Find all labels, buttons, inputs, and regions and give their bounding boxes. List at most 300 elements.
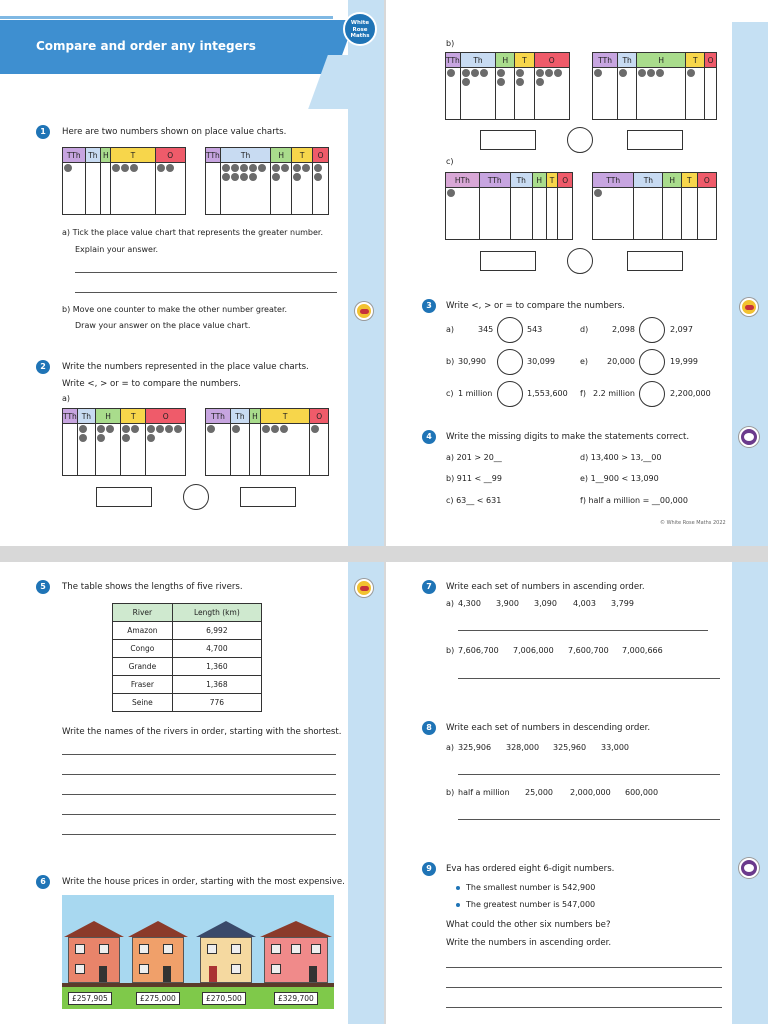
counter-icon[interactable] [147,434,155,442]
column-cell[interactable] [155,163,185,215]
header-t: T [261,409,310,424]
header-o: O [697,173,716,188]
fence [62,983,334,987]
column-cell [534,68,569,120]
counter-icon[interactable] [536,78,544,86]
header-tth: TTh [206,409,231,424]
header-th: Th [460,53,495,68]
header-h: H [95,409,120,424]
answer-line[interactable] [75,272,337,273]
column-cell[interactable] [111,163,155,215]
comparison-circle[interactable] [497,349,523,375]
q1b-text-2: Draw your answer on the place value chart. [75,321,251,330]
column-cell [663,188,682,240]
comparison-circle[interactable] [639,381,665,407]
counter-icon[interactable] [516,78,524,86]
q3-left-value: 1 million [458,389,493,398]
q3-item-label: c) [446,389,454,398]
column-cell [546,188,558,240]
counter-icon[interactable] [516,69,524,77]
q4-item: f) half a million = __00,000 [580,496,688,505]
number-answer-box[interactable] [480,251,536,271]
river-length: 776 [172,694,261,712]
header-t: T [686,53,705,68]
river-name: Grande [113,658,173,676]
counter-icon[interactable] [122,434,130,442]
column-cell [121,424,146,476]
counters [516,69,532,86]
counter-icon[interactable] [174,425,182,433]
header-t: T [515,53,534,68]
house [128,921,188,983]
q2-place-value-chart-b [205,408,329,476]
header-tth: TTh [593,53,618,68]
header-tth: TTh [479,173,510,188]
bullet-icon [456,903,460,907]
counter-icon[interactable] [594,189,602,197]
q4-text: Write the missing digits to make the statements correct. [446,432,690,442]
header-o: O [313,148,329,163]
q1-place-value-chart-a[interactable] [62,147,186,215]
counter-icon[interactable] [687,69,695,77]
header-th: Th [220,148,271,163]
counter-icon[interactable] [131,425,139,433]
strategy-badge-icon [740,298,758,316]
q1-text: Here are two numbers shown on place value charts. [62,127,287,137]
column-header-river: River [113,604,173,622]
counters [112,164,153,172]
bullet-icon [456,886,460,890]
header-th: Th [77,409,95,424]
column-cell[interactable] [101,163,111,215]
answer-line[interactable] [458,678,720,679]
counter-icon[interactable] [594,69,602,77]
counter-icon[interactable] [480,69,488,77]
counter-icon[interactable] [130,164,138,172]
column-cell[interactable] [220,163,271,215]
q3-item-label: f) [580,389,586,398]
counters [222,164,270,181]
counters [447,69,459,77]
page-title: Compare and order any integers [36,39,256,53]
challenge-badge-icon [739,858,759,878]
column-header-length: Length (km) [172,604,261,622]
counter-icon[interactable] [64,164,72,172]
column-cell [634,188,663,240]
counter-icon[interactable] [249,164,257,172]
counter-icon[interactable] [619,69,627,77]
counters [207,425,229,433]
houses-illustration [62,895,334,1009]
counter-icon[interactable] [447,189,455,197]
table-row [113,622,262,640]
header-t: T [292,148,313,163]
q4-item: c) 63__ < 631 [446,496,502,505]
q3-left-value: 345 [478,325,494,334]
answer-line[interactable] [75,292,337,293]
q2-text: Write the numbers represented in the place value charts. [62,362,309,372]
q3-left-value: 2,098 [612,325,635,334]
header-th: Th [510,173,532,188]
part-c-label: c) [446,157,454,166]
q3-right-value: 19,999 [670,357,698,366]
header-o: O [310,409,329,424]
q4-item: d) 13,400 > 13,__00 [580,453,662,462]
river-name: Amazon [113,622,173,640]
question-number-8: 8 [422,721,436,735]
q7a-value: 3,799 [611,599,634,608]
q8a-value: 325,960 [553,743,587,752]
q8b-value: half a million [458,788,510,797]
table-row [113,640,262,658]
counter-icon[interactable] [97,434,105,442]
q5-instruction: Write the names of the rivers in order, starting with the shortest. [62,727,342,737]
column-cell [681,188,697,240]
answer-line[interactable] [62,814,336,815]
counters [619,69,635,77]
header-o: O [146,409,186,424]
q1-place-value-chart-b[interactable] [205,147,329,215]
counter-icon[interactable] [272,164,280,172]
counter-icon[interactable] [554,69,562,77]
q9-bullet-2: The greatest number is 547,000 [466,900,596,909]
q7a-value: 3,900 [496,599,519,608]
q1a-text-2: Explain your answer. [75,245,159,254]
counter-icon[interactable] [157,164,165,172]
page-sidebar [732,22,768,546]
counter-icon[interactable] [166,164,174,172]
counter-icon[interactable] [207,425,215,433]
counter-icon[interactable] [314,164,322,172]
counters [79,425,94,442]
river-length: 4,700 [172,640,261,658]
q3-text: Write <, > or = to compare the numbers. [446,301,625,311]
q7b-label: b) [446,646,455,655]
column-cell [593,68,618,120]
q8b-value: 25,000 [525,788,553,797]
q4-item: b) 911 < __99 [446,474,502,483]
counter-icon[interactable] [545,69,553,77]
q3-item-label: b) [446,357,455,366]
header-o: O [558,173,573,188]
q3-item-label: a) [446,325,455,334]
b-place-value-chart-b [592,52,717,120]
counter-icon[interactable] [262,425,270,433]
worksheet-page-3 [0,562,384,1024]
q8-text: Write each set of numbers in descending order. [446,723,651,733]
answer-line[interactable] [62,794,336,795]
q7b-value: 7,000,666 [622,646,663,655]
counter-icon[interactable] [121,164,129,172]
question-number-2: 2 [36,360,50,374]
counter-icon[interactable] [232,425,240,433]
question-number-4: 4 [422,430,436,444]
worksheet-page-2 [386,0,768,546]
counter-icon[interactable] [240,164,248,172]
counter-icon[interactable] [302,164,310,172]
white-rose-maths-logo: White Rose Maths [343,12,377,46]
counter-icon[interactable] [281,164,289,172]
column-cell [618,68,637,120]
q3-item-label: e) [580,357,589,366]
question-number-5: 5 [36,580,50,594]
q9-question-2: Write the numbers in ascending order. [446,938,612,948]
header-h: H [271,148,292,163]
challenge-badge-icon [739,427,759,447]
counter-icon[interactable] [147,425,155,433]
house-price-label: £329,700 [274,992,318,1005]
column-cell [558,188,573,240]
q3-right-value: 30,099 [527,357,555,366]
counter-icon[interactable] [112,164,120,172]
q8b-value: 600,000 [625,788,659,797]
column-cell [446,188,480,240]
q7a-label: a) [446,599,455,608]
comparison-circle[interactable] [183,484,209,510]
column-cell [310,424,329,476]
column-cell[interactable] [292,163,313,215]
counters [311,425,327,433]
q9-text: Eva has ordered eight 6-digit numbers. [446,864,615,874]
rivers-table [112,603,262,712]
column-cell [146,424,186,476]
header-h: H [636,53,685,68]
q3-left-value: 20,000 [607,357,635,366]
column-cell[interactable] [271,163,292,215]
comparison-circle[interactable] [639,317,665,343]
counters [157,164,184,172]
counter-icon[interactable] [447,69,455,77]
house [64,921,124,983]
counter-icon[interactable] [231,173,239,181]
counter-icon[interactable] [79,425,87,433]
counter-icon[interactable] [97,425,105,433]
q7b-value: 7,006,000 [513,646,554,655]
river-name: Congo [113,640,173,658]
q4-item: e) 1__900 < 13,090 [580,474,659,483]
q8a-value: 33,000 [601,743,629,752]
answer-line[interactable] [62,774,336,775]
header-tth: TTh [593,173,634,188]
counters [272,164,290,181]
counter-icon[interactable] [156,425,164,433]
header-o: O [534,53,569,68]
header-h: H [249,409,260,424]
copyright: © White Rose Maths 2022 [660,520,726,526]
comparison-circle[interactable] [497,317,523,343]
header-h: H [496,53,515,68]
counter-icon[interactable] [462,78,470,86]
counter-icon[interactable] [536,69,544,77]
answer-line[interactable] [446,987,722,988]
counter-icon[interactable] [222,164,230,172]
q9-bullet-1: The smallest number is 542,900 [466,883,596,892]
q8a-value: 328,000 [506,743,540,752]
header-th: Th [85,148,101,163]
table-row [113,694,262,712]
number-answer-box[interactable] [240,487,296,507]
header-h: H [663,173,682,188]
river-length: 1,360 [172,658,261,676]
q2-part-a: a) [62,394,71,403]
counters [462,69,494,86]
counters [497,69,513,86]
comparison-circle[interactable] [567,127,593,153]
column-cell [261,424,310,476]
counters [262,425,308,433]
river-length: 1,368 [172,676,261,694]
counter-icon[interactable] [638,69,646,77]
q3-left-value: 2.2 million [593,389,635,398]
counter-icon[interactable] [231,164,239,172]
q3-right-value: 543 [527,325,543,334]
page-sidebar [732,562,768,1024]
river-name: Fraser [113,676,173,694]
column-cell [510,188,532,240]
number-answer-box[interactable] [480,130,536,150]
column-cell [496,68,515,120]
column-cell [515,68,534,120]
q7b-value: 7,606,700 [458,646,499,655]
counters [594,189,632,197]
number-answer-box[interactable] [627,251,683,271]
river-length: 6,992 [172,622,261,640]
question-number-9: 9 [422,862,436,876]
table-row [113,658,262,676]
counter-icon[interactable] [656,69,664,77]
q8a-value: 325,906 [458,743,492,752]
counter-icon[interactable] [271,425,279,433]
column-cell [460,68,495,120]
q7a-value: 3,090 [534,599,557,608]
counter-icon[interactable] [471,69,479,77]
header-th: Th [618,53,637,68]
number-answer-box[interactable] [96,487,152,507]
strategy-badge-icon [355,302,373,320]
column-cell [446,68,461,120]
question-number-7: 7 [422,580,436,594]
answer-line[interactable] [458,819,720,820]
counter-icon[interactable] [222,173,230,181]
header-t: T [111,148,155,163]
header-tth: TTh [63,148,86,163]
column-cell [593,188,634,240]
counters [97,425,119,442]
q3-right-value: 1,553,600 [527,389,568,398]
header-o: O [705,53,717,68]
counter-icon[interactable] [314,173,322,181]
counters [232,425,248,433]
counter-icon[interactable] [647,69,655,77]
column-cell[interactable] [63,163,86,215]
counters [122,425,144,442]
q3-left-value: 30,990 [458,357,486,366]
header-tth: TTh [206,148,221,163]
q5-text: The table shows the lengths of five rivers. [62,582,243,592]
counter-icon[interactable] [106,425,114,433]
header-h: H [532,173,546,188]
header-th: Th [231,409,250,424]
c-place-value-chart-a [445,172,573,240]
answer-line[interactable] [458,774,720,775]
counter-icon[interactable] [165,425,173,433]
header-t: T [681,173,697,188]
column-cell [636,68,685,120]
counters [314,164,327,181]
column-cell [479,188,510,240]
house [260,921,332,983]
column-cell[interactable] [206,163,221,215]
counter-icon[interactable] [240,173,248,181]
number-answer-box[interactable] [627,130,683,150]
header-hth: HTh [446,173,480,188]
counter-icon[interactable] [272,173,280,181]
q8a-label: a) [446,743,455,752]
question-number-1: 1 [36,125,50,139]
q4-item: a) 201 > 20__ [446,453,502,462]
comparison-circle[interactable] [639,349,665,375]
house [196,921,256,983]
counter-icon[interactable] [497,69,505,77]
strategy-badge-icon [355,579,373,597]
counter-icon[interactable] [311,425,319,433]
worksheet-page-1 [0,0,384,546]
header-th: Th [634,173,663,188]
column-cell [249,424,260,476]
q7a-value: 4,003 [573,599,596,608]
house-price-label: £257,905 [68,992,112,1005]
comparison-circle[interactable] [497,381,523,407]
q9-question-1: What could the other six numbers be? [446,920,611,930]
column-cell [697,188,716,240]
counter-icon[interactable] [79,434,87,442]
part-b-label: b) [446,39,455,48]
answer-line[interactable] [446,967,722,968]
counters [687,69,703,77]
q3-right-value: 2,200,000 [670,389,711,398]
counter-icon[interactable] [293,164,301,172]
column-cell[interactable] [85,163,101,215]
counter-icon[interactable] [497,78,505,86]
column-cell [77,424,95,476]
counter-icon[interactable] [293,173,301,181]
comparison-circle[interactable] [567,248,593,274]
counters [594,69,616,77]
counter-icon[interactable] [258,164,266,172]
answer-line[interactable] [62,834,336,835]
counter-icon[interactable] [122,425,130,433]
table-row [113,676,262,694]
counters [293,164,311,181]
counter-icon[interactable] [280,425,288,433]
column-cell [206,424,231,476]
q3-item-label: d) [580,325,589,334]
answer-line[interactable] [458,630,708,631]
house-price-label: £270,500 [202,992,246,1005]
q7b-value: 7,600,700 [568,646,609,655]
answer-line[interactable] [446,1007,722,1008]
q2-place-value-chart-a [62,408,186,476]
q8b-label: b) [446,788,455,797]
counter-icon[interactable] [462,69,470,77]
river-name: Seine [113,694,173,712]
q3-right-value: 2,097 [670,325,693,334]
house-price-label: £275,000 [136,992,180,1005]
b-place-value-chart-a [445,52,570,120]
counter-icon[interactable] [249,173,257,181]
answer-line[interactable] [62,754,336,755]
column-cell[interactable] [313,163,329,215]
